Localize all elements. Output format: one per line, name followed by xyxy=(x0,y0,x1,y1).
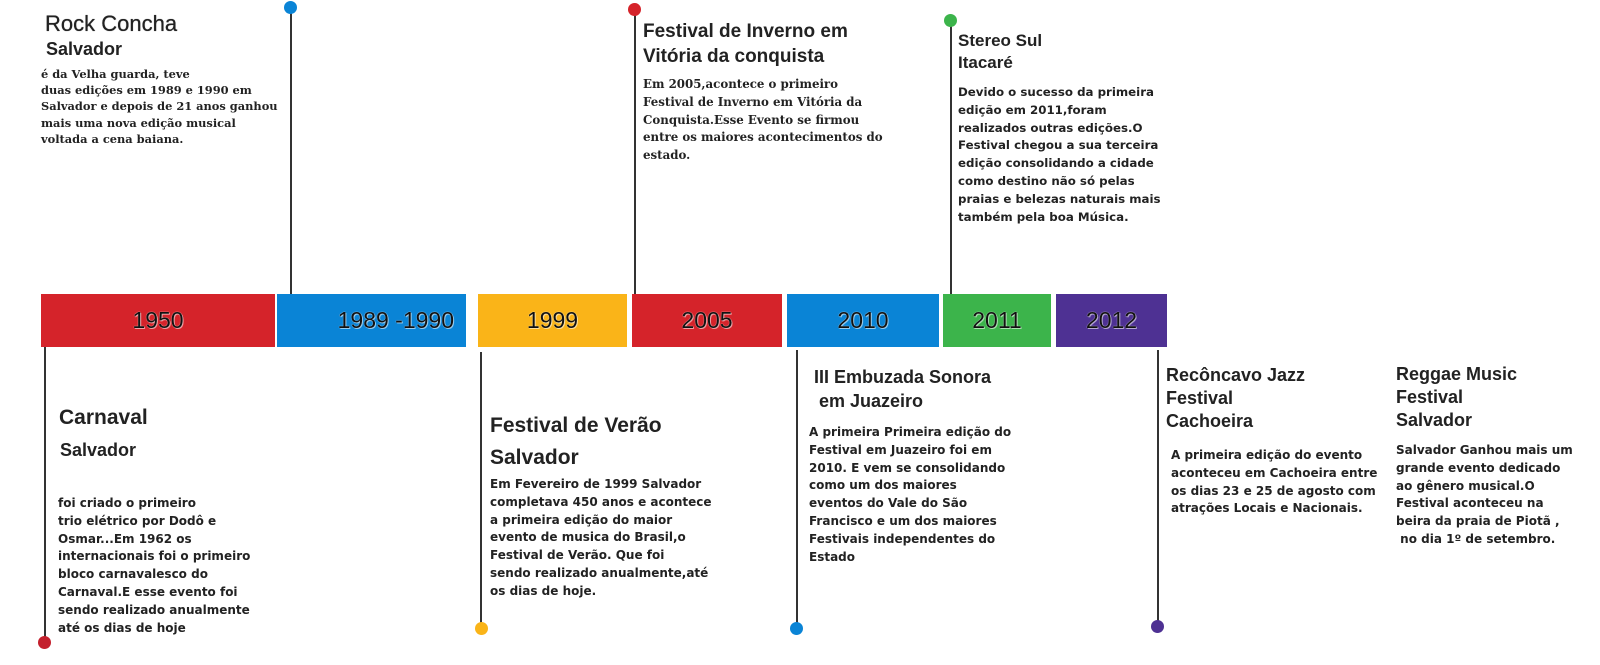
connector-dot-inverno xyxy=(628,3,641,16)
event-title-verao: Festival de Verão Salvador xyxy=(490,414,662,469)
connector-dot-embuzada xyxy=(790,622,803,635)
connector-dot-reconcavo xyxy=(1151,620,1164,633)
event-text-embuzada: A primeira Primeira edição do Festival em Juazeiro foi em 2010. E vem se consolidando como um dos maiores eventos do Vale do São Francisco e um dos maiores Festivais independentes do Estado xyxy=(809,425,1012,564)
event-title-carnaval: Carnaval xyxy=(59,406,148,429)
year-label: 2011 xyxy=(972,307,1022,333)
event-text-reconcavo: A primeira edição do evento aconteceu em Cachoeira entre os dias 23 e 25 de agosto com atrações Locais e Nacionais. xyxy=(1171,448,1378,516)
timeline-bar-2010 xyxy=(787,294,939,347)
year-label: 1989 -1990 xyxy=(337,307,454,333)
year-label: 2005 xyxy=(681,307,733,333)
event-subtitle-carnaval: Salvador xyxy=(60,440,137,460)
year-label: 1950 xyxy=(132,307,184,333)
event-title-embuzada: III Embuzada Sonora em Juazeiro xyxy=(814,367,992,411)
connector-line-stereo-sul xyxy=(950,22,952,294)
event-text-reggae: Salvador Ganhou mais um grande evento dedicado ao gênero musical.O Festival aconteceu na beira da praia de Piotã , no dia 1º de setembro. xyxy=(1396,443,1573,546)
event-title-stereo-sul: Stereo Sul Itacaré xyxy=(958,31,1043,72)
connector-line-inverno xyxy=(634,10,636,294)
year-label: 1999 xyxy=(526,307,579,333)
connector-dot-verao xyxy=(475,622,488,635)
event-text-verao: Em Fevereiro de 1999 Salvador completava 450 anos e acontece a primeira edição do maior evento de musica do Brasil,o Festival de Verão. Que foi sendo realizado anualmente,até os dias de hoje. xyxy=(490,477,712,598)
timeline-bar-1950 xyxy=(41,294,275,347)
connector-dot-carnaval xyxy=(38,636,51,649)
year-label: 2012 xyxy=(1085,307,1138,333)
connector-dot-stereo-sul xyxy=(944,14,957,27)
timeline-bar-2012 xyxy=(1056,294,1167,347)
connector-line-reconcavo xyxy=(1157,350,1159,626)
timeline-bar-2005 xyxy=(632,294,782,347)
connector-line-embuzada xyxy=(796,350,798,627)
event-title-inverno: Festival de Inverno em Vitória da conquista xyxy=(643,21,848,67)
event-subtitle-rock-concha: Salvador xyxy=(46,39,123,59)
connector-dot-rock-concha xyxy=(284,1,297,14)
timeline-bar-2011 xyxy=(943,294,1051,347)
year-label: 2010 xyxy=(837,307,889,333)
event-text-inverno: Em 2005,acontece o primeiro Festival de Inverno em Vitória da Conquista.Esse Evento se firmou entre os maiores acontecimentos do estado. xyxy=(643,77,883,163)
event-title-reconcavo: Recôncavo Jazz Festival Cachoeira xyxy=(1166,365,1306,431)
timeline-bar-1989-1990 xyxy=(277,294,466,347)
connector-line-verao xyxy=(480,352,482,627)
event-text-carnaval: foi criado o primeiro trio elétrico por Dodô e Osmar...Em 1962 os internacionais foi o primeiro bloco carnavalesco do Carnaval.E esse evento foi sendo realizado anualmente até os dias de hoje xyxy=(58,496,251,635)
timeline-bar-1999 xyxy=(478,294,627,347)
connector-line-rock-concha xyxy=(290,8,292,294)
connector-line-carnaval xyxy=(44,347,46,639)
event-text-stereo-sul: Devido o sucesso da primeira edição em 2011,foram realizados outras edições.O Festival chegou a sua terceira edição consolidando a cidade como destino não só pelas praias e belezas naturais mais também pela boa Música. xyxy=(958,85,1161,224)
event-title-rock-concha: Rock Concha xyxy=(45,11,178,36)
event-text-rock-concha: é da Velha guarda, teve duas edições em 1989 e 1990 em Salvador e depois de 21 anos ganhou mais uma nova edição musical voltada a cena baiana. xyxy=(41,67,278,146)
event-title-reggae: Reggae Music Festival Salvador xyxy=(1396,364,1518,430)
